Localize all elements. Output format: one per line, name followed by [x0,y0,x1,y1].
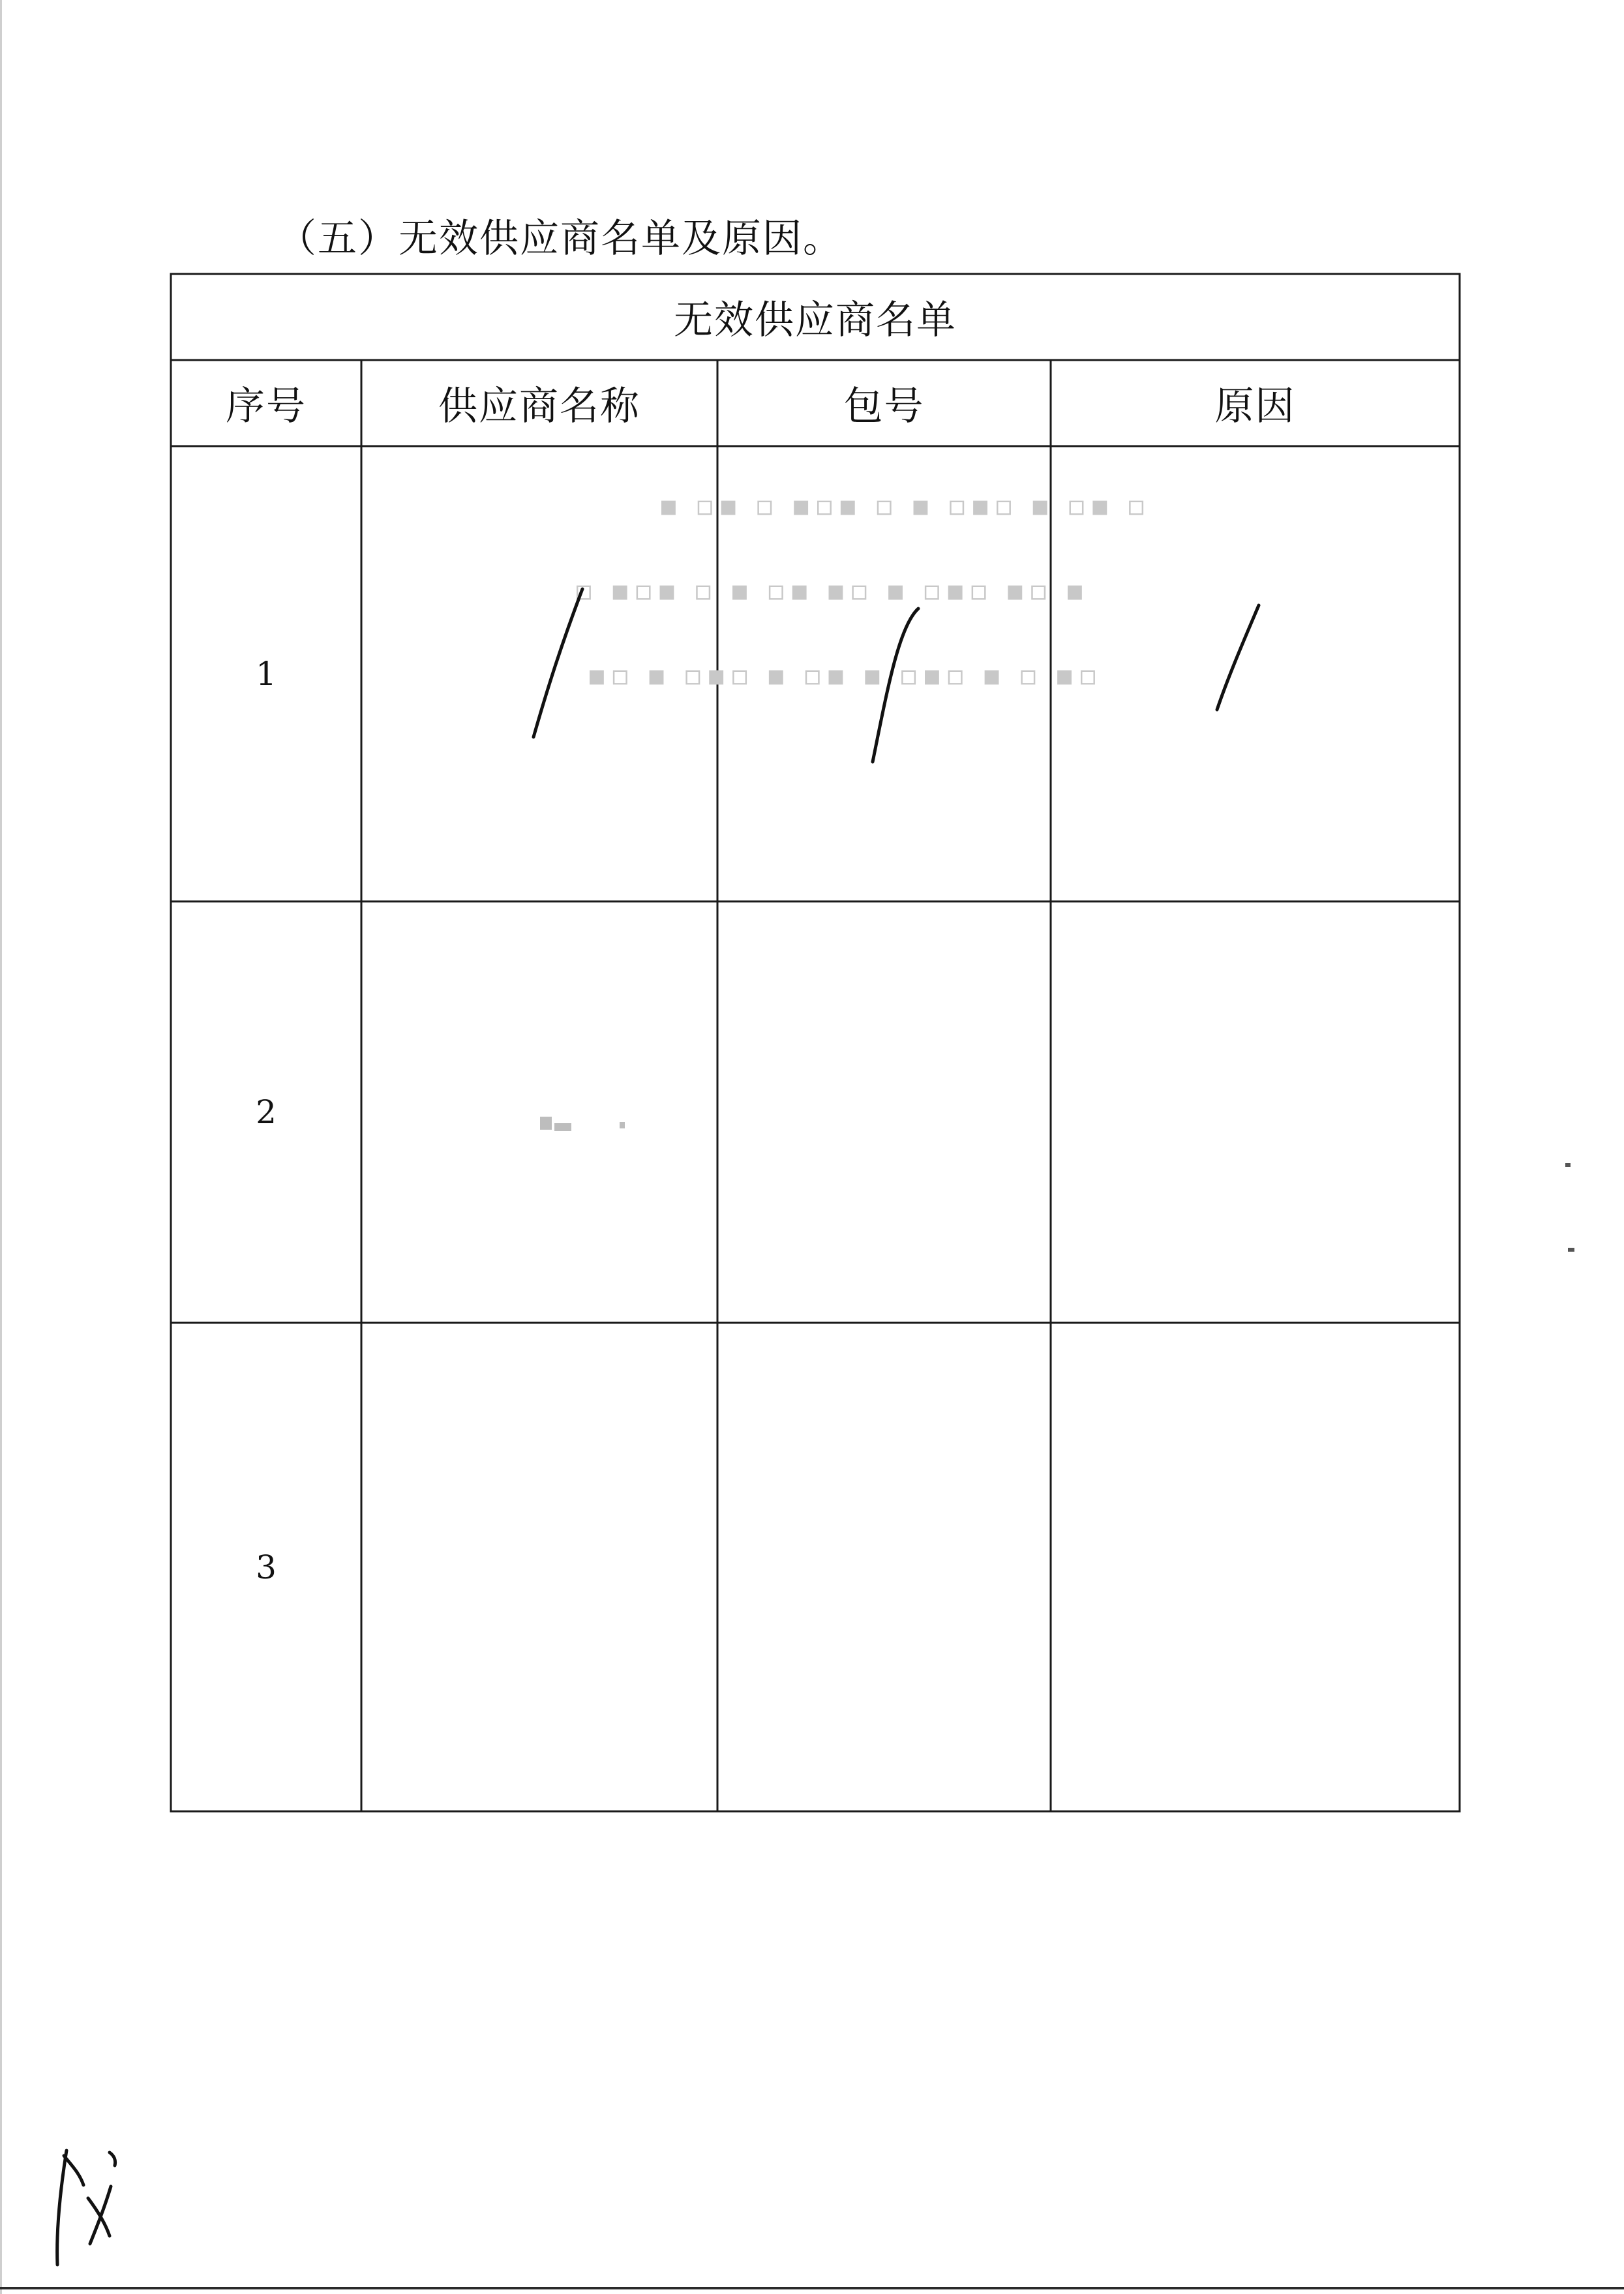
column-header-package-number: 包号 [843,384,925,429]
page-bottom-edge [0,2287,1624,2289]
slash-mark-supplier [534,589,582,737]
scan-smudge [540,1117,552,1130]
section-heading: （五）无效供应商名单及原因。 [277,216,843,262]
table-row-index: 2 [256,1093,277,1131]
column-header-index: 序号 [226,384,307,429]
bleed-through-text: ▪▫ ▪ ▫▪▫ ▪ ▫▪ ▪ ▫▪▫ ▪ ▫ ▪▫ [587,659,1102,692]
table-row-index: 1 [256,655,277,693]
signature-initials [57,2151,115,2265]
column-header-reason: 原因 [1214,384,1296,429]
table-row-index: 3 [256,1548,277,1586]
slash-mark-package [873,609,918,762]
column-header-supplier-name: 供应商名称 [438,384,640,429]
table-title: 无效供应商名单 [674,297,957,343]
scan-speck [1565,1163,1571,1167]
scan-smudge [620,1122,625,1128]
bleed-through-text: ▫ ▪▫▪ ▫ ▪ ▫▪ ▪▫ ▪ ▫▪▫ ▪▫ ▪ [574,574,1089,607]
scan-speck [1568,1248,1574,1252]
bleed-through-text: ▪ ▫▪ ▫ ▪▫▪ ▫ ▪ ▫▪▫ ▪ ▫▪ ▫ [659,489,1150,522]
slash-mark-reason [1217,605,1259,710]
scan-smudge [554,1123,571,1131]
